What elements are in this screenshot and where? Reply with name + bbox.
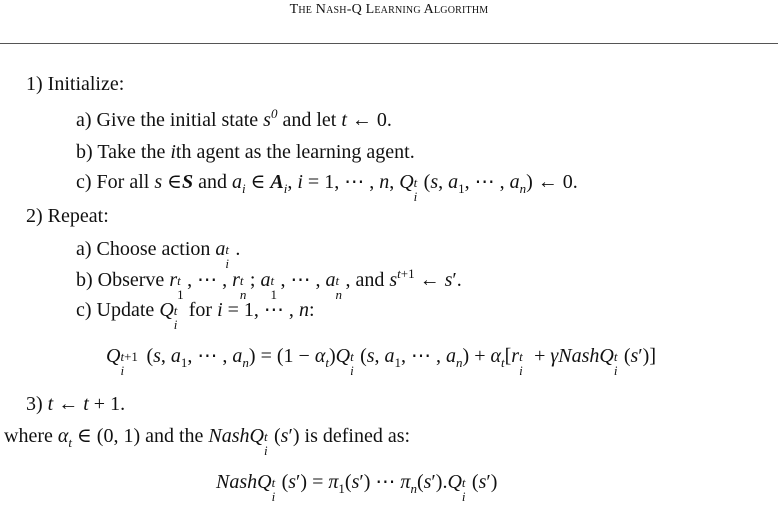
- step-2a-label: a): [76, 238, 92, 260]
- step-1b: [76, 140, 415, 164]
- math-t-assign: t ← 0.: [341, 109, 392, 131]
- step-3: [26, 392, 125, 416]
- math-t-increment: t ← t + 1.: [47, 393, 126, 415]
- math-action: a t i .: [215, 238, 241, 271]
- where-clause: [4, 424, 411, 458]
- math-observations: r t 1 , ⋯ , r t n ; a t 1 , ⋯ , a t n ,: [169, 269, 351, 302]
- step-2b-label: b): [76, 269, 93, 291]
- nash-word-3: Nash: [216, 471, 258, 493]
- step-1a-text-mid: and let: [282, 109, 337, 131]
- step-1-title: Initialize:: [47, 73, 125, 95]
- step-2c-label: c): [76, 299, 92, 321]
- step-1-heading: [26, 72, 124, 96]
- nash-word-2: Nash: [208, 425, 250, 447]
- math-i-range: i = 1, ⋯ , n:: [217, 299, 315, 321]
- step-2a-text-pre: Choose action: [96, 238, 211, 260]
- where-text-pre: where: [4, 425, 53, 447]
- step-1c: [76, 170, 578, 204]
- step-2c: [76, 298, 315, 332]
- header-rule: [0, 43, 778, 44]
- step-1c-text-and: and: [198, 171, 227, 193]
- math-initial-state: $s^0$: [263, 106, 278, 131]
- math-s-in-S: s ∈S: [154, 171, 194, 193]
- step-1-label: 1): [26, 73, 43, 95]
- math-ith: ith: [170, 141, 192, 163]
- math-init-q: $a_i$ ∈ $A_i$, i = 1, ⋯ , n, Q t i (s, $a_1$, ⋯ , $a_n$) ← 0.: [231, 171, 578, 204]
- step-1a-text-pre: Give the initial state: [96, 109, 259, 131]
- step-1a-label: a): [76, 109, 92, 131]
- step-2-heading: [26, 204, 109, 228]
- math-q-update-target: Q t i: [159, 299, 178, 332]
- step-2b-text-pre: Observe: [97, 269, 165, 291]
- step-1b-text-pre: Take the: [97, 141, 166, 163]
- math-alpha-range: $\alpha_t$ ∈ (0, 1): [57, 425, 141, 450]
- step-2a: [76, 237, 241, 271]
- step-1c-label: c): [76, 171, 92, 193]
- step-2-title: Repeat:: [47, 205, 109, 227]
- step-2c-text-pre: Update: [96, 299, 155, 321]
- step-2-label: 2): [26, 205, 43, 227]
- nash-word-1: Nash: [558, 345, 600, 367]
- equation-nash-q-definition: NashQ t i $(s') = \pi_1(s')$ ⋯ $\pi_n(s').Q$ t i (s′): [216, 471, 498, 504]
- step-2b: [76, 266, 462, 302]
- where-text-mid: and the: [145, 425, 204, 447]
- step-1a: [76, 108, 392, 132]
- step-3-label: 3): [26, 393, 43, 415]
- step-1b-text-post: agent as the learning agent.: [196, 141, 415, 163]
- math-next-state: $s^{t+1}$ ← s′.: [389, 266, 462, 291]
- where-text-post: is defined as:: [304, 425, 411, 447]
- step-1c-text-pre: For all: [96, 171, 150, 193]
- math-nash-q-term: NashQ t i (s′): [208, 425, 300, 458]
- step-1b-label: b): [76, 141, 93, 163]
- step-2c-text-for: for: [188, 299, 213, 321]
- equation-q-update: Q t+1 i (s, $a_1$, ⋯ , $a_n) = (1 - \alpha_t)Q$ t i (s, $a_1$, ⋯ , $a_n) + \alpha_t[r$ t i + γNashQ t i (s′)]: [106, 345, 656, 378]
- step-2b-text-and: and: [355, 269, 385, 291]
- page-header-title: The Nash-Q Learning Algorithm: [289, 2, 489, 17]
